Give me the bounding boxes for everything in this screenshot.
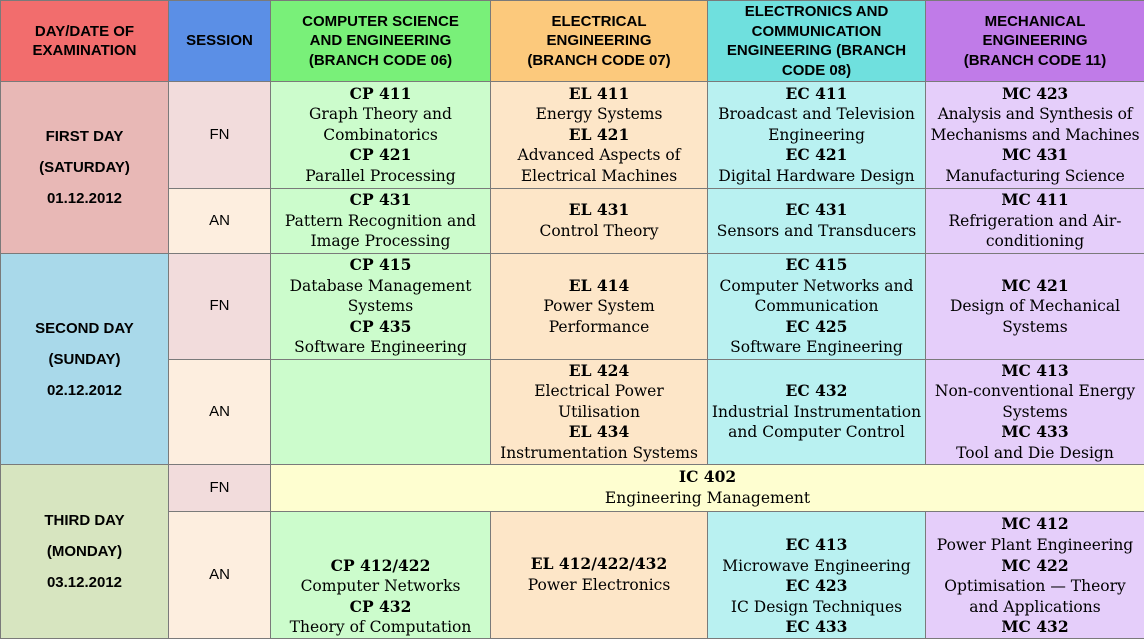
subject-code: CP 432 [349, 596, 412, 616]
text-line: COMPUTER SCIENCE [302, 12, 459, 30]
subject-code: EL 424 [568, 360, 630, 380]
session-label: FN [209, 478, 230, 496]
subject-code: MC 422 [1001, 555, 1069, 575]
text-line: 02.12.2012 [46, 381, 123, 399]
subject-code: EL 411 [568, 83, 630, 103]
subject-code: EC 423 [785, 576, 848, 596]
subject-code: MC 421 [1001, 275, 1069, 295]
text-line: COMMUNICATION [751, 22, 882, 40]
text-line: (BRANCH CODE 11) [963, 51, 1107, 69]
subject-code: CP 411 [349, 83, 412, 103]
text-line: ELECTRONICS AND [744, 3, 889, 20]
subject-name: Parallel Processing [305, 166, 456, 185]
header-day-date [1, 1, 169, 82]
day2-an-session [169, 360, 271, 465]
day1-fn-session [169, 82, 271, 189]
day3-fn-common [271, 465, 1144, 512]
day2-fn-me [926, 254, 1144, 360]
subject-name: Software Engineering [730, 338, 903, 357]
subject-name: Optimisation — Theory and Applications [944, 577, 1126, 616]
text-line: (MONDAY) [46, 543, 123, 560]
subject-code: EL 431 [568, 200, 630, 220]
session-label: FN [209, 297, 230, 315]
subject-name: Power Electronics [527, 576, 671, 594]
text-line: (BRANCH CODE 06) [308, 51, 453, 69]
subject-name: Electrical Power Utilisation [534, 382, 664, 421]
subject-name: Non-conventional Energy Systems [934, 382, 1136, 421]
subject-code: EC 431 [785, 200, 848, 220]
text-line: DAY/DATE OF [34, 22, 135, 40]
day1-an-me [926, 189, 1144, 254]
subject-name: Advanced Aspects of Electrical Machines [517, 146, 681, 185]
text-line: SECOND DAY [35, 319, 134, 337]
header-ece [708, 1, 926, 82]
day3-an-ece [708, 512, 926, 639]
day1-fn-me [926, 82, 1144, 189]
day2-an-ece [708, 360, 926, 465]
session-label: AN [209, 402, 230, 420]
text-line: (SATURDAY) [39, 159, 130, 176]
header-row [1, 1, 1144, 82]
subject-code: EC 411 [785, 83, 848, 103]
header-cse [271, 1, 491, 82]
subject-code: MC 411 [1001, 190, 1069, 210]
subject-code: CP 435 [349, 316, 412, 336]
day2-fn-cse [271, 254, 491, 360]
subject-name: Engineering Management [604, 489, 811, 507]
subject-code: EC 421 [785, 145, 848, 165]
text-line: ENGINEERING [546, 32, 652, 50]
text-line: (BRANCH CODE 07) [527, 51, 671, 69]
day1-an-row [1, 189, 1144, 254]
subject-name: Computer Networks and Communication [719, 276, 914, 316]
day2-an-me [926, 360, 1144, 465]
subject-name: Software Engineering [294, 338, 467, 357]
subject-name: Control Theory [539, 222, 659, 240]
subject-code: EL 421 [568, 124, 630, 144]
subject-code: MC 432 [1001, 617, 1069, 637]
subject-code: MC 433 [1001, 422, 1069, 442]
day3-an-ee [491, 512, 708, 639]
day2-fn-session [169, 254, 271, 360]
subject-name: Manufacturing Science [945, 166, 1125, 185]
day3-an-me [926, 512, 1144, 639]
subject-code: MC 413 [1001, 360, 1069, 380]
subject-name: Tool and Die Design [956, 443, 1114, 462]
day1-fn-cse [271, 82, 491, 189]
text-line: AND ENGINEERING [309, 32, 452, 50]
day1-an-session [169, 189, 271, 254]
subject-name: Database Management Systems [289, 276, 472, 316]
subject-name: Design of Mechanical Systems [949, 297, 1121, 336]
day1-an-ece [708, 189, 926, 254]
day2-label [1, 254, 169, 465]
subject-name: Analysis and Synthesis of Mechanisms and Machines [930, 105, 1140, 144]
text-line: 03.12.2012 [46, 574, 123, 591]
text-line: EXAMINATION [32, 42, 137, 59]
text-line: ENGINEERING [982, 32, 1088, 50]
subject-name: Power Plant Engineering [936, 536, 1134, 555]
text-line: ELECTRICAL [551, 12, 647, 30]
text-line: CODE 08) [781, 61, 852, 79]
day2-fn-ece [708, 254, 926, 360]
subject-code: EC 433 [785, 617, 848, 637]
day2-an-ee [491, 360, 708, 465]
subject-code: CP 421 [349, 145, 412, 165]
subject-name: Instrumentation Systems [500, 443, 698, 462]
header-session [169, 1, 271, 82]
subject-code: MC 412 [1001, 514, 1069, 534]
subject-code: EC 415 [785, 255, 848, 275]
header-me [926, 1, 1144, 82]
subject-name: Graph Theory and Combinatorics [309, 105, 452, 144]
session-label: FN [209, 125, 230, 143]
text-line: 01.12.2012 [46, 190, 123, 207]
text-line: THIRD DAY [44, 512, 125, 529]
subject-code: EL 414 [568, 275, 630, 295]
subject-code: MC 423 [1001, 83, 1069, 103]
day1-an-ee [491, 189, 708, 254]
subject-code: MC 431 [1001, 145, 1069, 165]
subject-name: Pattern Recognition and Image Processing [284, 211, 477, 251]
subject-code: EC 432 [785, 381, 848, 401]
subject-name: Digital Hardware Design [718, 166, 915, 185]
subject-code: CP 431 [349, 190, 412, 210]
day2-an-cse [271, 360, 491, 465]
day3-label [1, 465, 169, 639]
day2-fn-row [1, 254, 1144, 360]
subject-name: Microwave Engineering [722, 556, 911, 575]
day1-fn-ece [708, 82, 926, 189]
subject-code: EL 434 [568, 422, 630, 442]
subject-name: IC Design Techniques [730, 597, 903, 616]
session-label: AN [209, 211, 230, 229]
subject-code: CP 412/422 [330, 555, 431, 575]
subject-code: CP 415 [349, 255, 412, 275]
subject-code: EL 412/422/432 [530, 554, 668, 574]
subject-name: Energy Systems [535, 105, 663, 124]
subject-name: Refrigeration and Air-conditioning [948, 211, 1122, 251]
text-line: FIRST DAY [45, 128, 124, 145]
subject-name: Broadcast and Television Engineering [718, 105, 915, 144]
text-line: MECHANICAL [984, 12, 1086, 30]
day2-an-row [1, 360, 1144, 465]
day1-fn-row [1, 82, 1144, 189]
subject-name: Sensors and Transducers [716, 222, 917, 240]
text-line: ENGINEERING (BRANCH [726, 42, 907, 59]
day3-an-cse [271, 512, 491, 639]
day3-fn-session [169, 465, 271, 512]
text-line: (SUNDAY) [48, 350, 121, 368]
day1-label [1, 82, 169, 254]
day3-fn-row [1, 465, 1144, 512]
day1-fn-ee [491, 82, 708, 189]
header-session-label: SESSION [186, 32, 253, 50]
day1-an-cse [271, 189, 491, 254]
subject-name: Industrial Instrumentation and Computer Control [711, 402, 922, 442]
subject-name: Power System Performance [543, 297, 655, 336]
subject-code: EC 425 [785, 316, 848, 336]
day2-fn-ee [491, 254, 708, 360]
subject-name: Computer Networks [300, 577, 461, 596]
subject-code: EC 413 [785, 535, 848, 555]
header-ee [491, 1, 708, 82]
subject-name: Theory of Computation [289, 618, 472, 637]
session-label: AN [209, 565, 230, 583]
subject-code: IC 402 [678, 467, 737, 487]
day3-an-session [169, 512, 271, 639]
day3-an-row [1, 512, 1144, 639]
